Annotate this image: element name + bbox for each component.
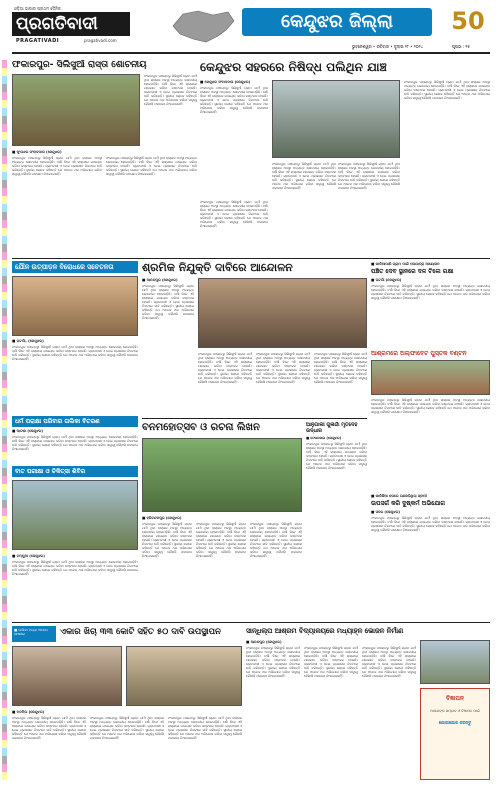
story-harassment (371, 398, 490, 620)
story-body: ଫକାରପୁର ପଞ୍ଚାୟତରୁ ସିଲିସୁଆଁ ଗ୍ରାମ ଯାଏଁ ଥିବା ରାସ୍ତାର ଅବସ୍ଥା ଅତ୍ୟନ୍ତ ଶୋଚନୀୟ ହୋଇପଡ଼ିଛି। ବର୍ଷା ଦିନେ ଏହି ରାସ୍ତାରେ ଯାତାୟାତ କରିବା କଷ୍ଟକର ହେଉଛି। ଗ୍ରାମବାସୀ ଏ ନେଇ ପ୍ରଶାସନ ନିକଟରେ ଦାବି କରିଛନ୍ତି। ସ୍ଥାନୀୟ ଲୋକେ କହିଛନ୍ତି ଯେ ଅନେକ ଥର ଅଭିଯୋଗ କରିବା ସତ୍ତ୍ୱେ କୌଣସି ପଦକ୍ଷେପ ନିଆଯାଇନାହିଁ। (90, 716, 164, 740)
story-body: ଫକାରପୁର ପଞ୍ଚାୟତରୁ ସିଲିସୁଆଁ ଗ୍ରାମ ଯାଏଁ ଥିବା ରାସ୍ତାର ଅବସ୍ଥା ଅତ୍ୟନ୍ତ ଶୋଚନୀୟ ହୋଇପଡ଼ିଛି। ବର୍ଷା ଦିନେ ଏହି ରାସ୍ତାରେ ଯାତାୟାତ କରିବା କଷ୍ଟକର ହେଉଛି। ଗ୍ରାମବାସୀ ଏ ନେଇ ପ୍ରଶାସନ ନିକଟରେ ଦାବି କରିଛନ୍ତି। ସ୍ଥାନୀୟ ଲୋକେ କହିଛନ୍ତି ଯେ ଅନେକ ଥର ଅଭିଯୋଗ କରିବା ସତ୍ତ୍ୱେ କୌଣସି ପଦକ୍ଷେପ ନିଆଯାଇନାହିଁ। (404, 80, 490, 100)
divider (12, 258, 490, 259)
story-body: ଫକାରପୁର ପଞ୍ଚାୟତରୁ ସିଲିସୁଆଁ ଗ୍ରାମ ଯାଏଁ ଥିବା ରାସ୍ତାର ଅବସ୍ଥା ଅତ୍ୟନ୍ତ ଶୋଚନୀୟ ହୋଇପଡ଼ିଛି। ବର୍ଷା ଦିନେ ଏହି ରାସ୍ତାରେ ଯାତାୟାତ କରିବା କଷ୍ଟକର ହେଉଛି। ଗ୍ରାମବାସୀ ଏ ନେଇ ପ୍ରଶାସନ ନିକଟରେ ଦାବି କରିଛନ୍ତି। ସ୍ଥାନୀୟ ଲୋକେ କହିଛନ୍ତି ଯେ ଅନେକ ଥର ଅଭିଯୋଗ କରିବା ସତ୍ତ୍ୱେ କୌଣସି ପଦକ୍ଷେପ ନିଆଯାଇନାହିଁ। (144, 74, 197, 106)
byline: ■ ସଦର (କେନ୍ଦୁଝର) (371, 510, 401, 514)
kicker: ■ କାଳିଆପାଣି ଗ୍ରାମ ପାଇଁ ପଦଯାତ୍ରା ଆୟୋଜନ (371, 262, 440, 266)
byline: ■ ଫୁଲଝର ସଂବାଦଦାତା (କେନ୍ଦୁଝର) (12, 150, 62, 154)
anniversary-logo (446, 4, 490, 44)
story-body: ଫକାରପୁର ପଞ୍ଚାୟତରୁ ସିଲିସୁଆଁ ଗ୍ରାମ ଯାଏଁ ଥିବା ରାସ୍ତାର ଅବସ୍ଥା ଅତ୍ୟନ୍ତ ଶୋଚନୀୟ ହୋଇପଡ଼ିଛି। ବର୍ଷା ଦିନେ ଏହି ରାସ୍ତାରେ ଯାତାୟାତ କରିବା କଷ୍ଟକର ହେଉଛି। ଗ୍ରାମବାସୀ ଏ ନେଇ ପ୍ରଶାସନ ନିକଟରେ ଦାବି କରିଛନ୍ତି। ସ୍ଥାନୀୟ ଲୋକେ କହିଛନ୍ତି ଯେ ଅନେକ ଥର ଅଭିଯୋଗ କରିବା ସତ୍ତ୍ୱେ କୌଣସି ପଦକ୍ଷେପ ନିଆଯାଇନାହିଁ। (338, 162, 400, 190)
story-body: ଫକାରପୁର ପଞ୍ଚାୟତରୁ ସିଲିସୁଆଁ ଗ୍ରାମ ଯାଏଁ ଥିବା ରାସ୍ତାର ଅବସ୍ଥା ଅତ୍ୟନ୍ତ ଶୋଚନୀୟ ହୋଇପଡ଼ିଛି। ବର୍ଷା ଦିନେ ଏହି ରାସ୍ତାରେ ଯାତାୟାତ କରିବା କଷ୍ଟକର ହେଉଛି। ଗ୍ରାମବାସୀ ଏ ନେଇ ପ୍ରଶାସନ ନିକଟରେ ଦାବି କରିଛନ୍ତି। ସ୍ଥାନୀୟ ଲୋକେ କହିଛନ୍ତି ଯେ ଅନେକ ଥର ଅଭିଯୋଗ କରିବା ସତ୍ତ୍ୱେ କୌଣସି ପଦକ୍ଷେପ ନିଆଯାଇନାହିଁ। (246, 646, 300, 678)
story-body: ଫକାରପୁର ପଞ୍ଚାୟତରୁ ସିଲିସୁଆଁ ଗ୍ରାମ ଯାଏଁ ଥିବା ରାସ୍ତାର ଅବସ୍ଥା ଅତ୍ୟନ୍ତ ଶୋଚନୀୟ ହୋଇପଡ଼ିଛି। ବର୍ଷା ଦିନେ ଏହି ରାସ୍ତାରେ ଯାତାୟାତ କରିବା କଷ୍ଟକର ହେଉଛି। ଗ୍ରାମବାସୀ ଏ ନେଇ ପ୍ରଶାସନ ନିକଟରେ ଦାବି କରିଛନ୍ତି। ସ୍ଥାନୀୟ ଲୋକେ କହିଛନ୍ତି ଯେ ଅନେକ ଥର ଅଭିଯୋଗ କରିବା ସତ୍ତ୍ୱେ କୌଣସି ପଦକ୍ଷେପ ନିଆଯାଇନାହିଁ। (12, 156, 102, 176)
story-body: ଫକାରପୁର ପଞ୍ଚାୟତରୁ ସିଲିସୁଆଁ ଗ୍ରାମ ଯାଏଁ ଥିବା ରାସ୍ତାର ଅବସ୍ଥା ଅତ୍ୟନ୍ତ ଶୋଚନୀୟ ହୋଇପଡ଼ିଛି। ବର୍ଷା ଦିନେ ଏହି ରାସ୍ତାରେ ଯାତାୟାତ କରିବା କଷ୍ଟକର ହେଉଛି। ଗ୍ରାମବାସୀ ଏ ନେଇ ପ୍ରଶାସନ ନିକଟରେ ଦାବି କରିଛନ୍ତି। ସ୍ଥାନୀୟ ଲୋକେ କହିଛନ୍ତି ଯେ ଅନେକ ଥର ଅଭିଯୋଗ କରିବା ସତ୍ତ୍ୱେ କୌଣସି ପଦକ୍ଷେପ ନିଆଯାଇନାହିଁ। (200, 200, 268, 228)
headline: ଉପସର୍ଗ କରି ଦୁଷ୍କର୍ମ ଅଭିଯୋଗ (371, 500, 446, 507)
byline: ■ ବଡବିଲ (କେନ୍ଦୁଝର) (12, 710, 45, 714)
story-plantation (142, 420, 302, 620)
odisha-map-icon (168, 6, 238, 46)
story-body-found (306, 420, 367, 620)
headline: ଫକାରପୁର- ସିଲିସୁଆଁ ରାସ୍ତା ଶୋଚନୀୟ (12, 60, 147, 70)
headline: ବାତ ପରୀକ୍ଷା ଓ ଚିକିତ୍ସା ଶିବିର (15, 468, 86, 475)
story-polythene (200, 58, 490, 258)
story-body: ଫକାରପୁର ପଞ୍ଚାୟତରୁ ସିଲିସୁଆଁ ଗ୍ରାମ ଯାଏଁ ଥିବା ରାସ୍ତାର ଅବସ୍ଥା ଅତ୍ୟନ୍ତ ଶୋଚନୀୟ ହୋଇପଡ଼ିଛି। ବର୍ଷା ଦିନେ ଏହି ରାସ୍ତାରେ ଯାତାୟାତ କରିବା କଷ୍ଟକର ହେଉଛି। ଗ୍ରାମବାସୀ ଏ ନେଇ ପ୍ରଶାସନ ନିକଟରେ ଦାବି କରିଛନ୍ତି। ସ୍ଥାନୀୟ ଲୋକେ କହିଛନ୍ତି ଯେ ଅନେକ ଥର ଅଭିଯୋଗ କରିବା ସତ୍ତ୍ୱେ କୌଣସି ପଦକ୍ଷେପ ନିଆଯାଇନାହିଁ। (12, 716, 86, 740)
story-body: ଫକାରପୁର ପଞ୍ଚାୟତରୁ ସିଲିସୁଆଁ ଗ୍ରାମ ଯାଏଁ ଥିବା ରାସ୍ତାର ଅବସ୍ଥା ଅତ୍ୟନ୍ତ ଶୋଚନୀୟ ହୋଇପଡ଼ିଛି। ବର୍ଷା ଦିନେ ଏହି ରାସ୍ତାରେ ଯାତାୟାତ କରିବା କଷ୍ଟକର ହେଉଛି। ଗ୍ରାମବାସୀ ଏ ନେଇ ପ୍ରଶାସନ ନିକଟରେ ଦାବି କରିଛନ୍ତି। ସ୍ଥାନୀୟ ଲୋକେ କହିଛନ୍ତି ଯେ ଅନେକ ଥର ଅଭିଯୋଗ କରିବା ସତ୍ତ୍ୱେ କୌଣସି ପଦକ୍ଷେପ ନିଆଯାଇନାହିଁ। (142, 284, 194, 320)
story-body: ଫକାରପୁର ପଞ୍ଚାୟତରୁ ସିଲିସୁଆଁ ଗ୍ରାମ ଯାଏଁ ଥିବା ରାସ୍ତାର ଅବସ୍ଥା ଅତ୍ୟନ୍ତ ଶୋଚନୀୟ ହୋଇପଡ଼ିଛି। ବର୍ଷା ଦିନେ ଏହି ରାସ୍ତାରେ ଯାତାୟାତ କରିବା କଷ୍ଟକର ହେଉଛି। ଗ୍ରାମବାସୀ ଏ ନେଇ ପ୍ରଶାସନ ନିକଟରେ ଦାବି କରିଛନ୍ତି। ସ୍ଥାନୀୟ ଲୋକେ କହିଛନ୍ତି ଯେ ଅନେକ ଥର ଅଭିଯୋଗ କରିବା ସତ୍ତ୍ୱେ କୌଣସି ପଦକ୍ଷେପ ନିଆଯାଇନାହିଁ। (12, 345, 138, 361)
meeting-photo-2 (126, 646, 242, 706)
brand-latin: PRAGATIVADI (16, 38, 60, 44)
ad-line-2: ଆପଣଙ୍କ ସମ୍ବାଦ ଓ ବିଜ୍ଞାପନ ପାଇଁ (430, 709, 480, 713)
story-body: ଫକାରପୁର ପଞ୍ଚାୟତରୁ ସିଲିସୁଆଁ ଗ୍ରାମ ଯାଏଁ ଥିବା ରାସ୍ତାର ଅବସ୍ଥା ଅତ୍ୟନ୍ତ ଶୋଚନୀୟ ହୋଇପଡ଼ିଛି। ବର୍ଷା ଦିନେ ଏହି ରାସ୍ତାରେ ଯାତାୟାତ କରିବା କଷ୍ଟକର ହେଉଛି। ଗ୍ରାମବାସୀ ଏ ନେଇ ପ୍ରଶାସନ ନିକଟରେ ଦାବି କରିଛନ୍ତି। ସ୍ଥାନୀୟ ଲୋକେ କହିଛନ୍ତି ଯେ ଅନେକ ଥର ଅଭିଯୋଗ କରିବା ସତ୍ତ୍ୱେ କୌଣସି ପଦକ୍ଷେପ ନିଆଯାଇନାହିଁ। (106, 156, 197, 176)
byline: ■ ଆନନ୍ଦପୁର (କେନ୍ଦୁଝର) (246, 640, 282, 644)
headline: ଯୌନ ଉତ୍ପୀଡ଼ନ ବିରୋଧରେ ସଚେତନତା (15, 263, 114, 271)
workers-photo (198, 278, 367, 348)
kicker: ■ ଜାଲିକା ହତ୍ୟା ଆବେଗ ଭାଷାରେ (14, 628, 48, 636)
headline: ଶ୍ରମିକ ନିଯୁକ୍ତି ଦାବିରେ ଆନ୍ଦୋଳନ (142, 261, 293, 274)
story-body: ଫକାରପୁର ପଞ୍ଚାୟତରୁ ସିଲିସୁଆଁ ଗ୍ରାମ ଯାଏଁ ଥିବା ରାସ୍ତାର ଅବସ୍ଥା ଅତ୍ୟନ୍ତ ଶୋଚନୀୟ ହୋଇପଡ଼ିଛି। ବର୍ଷା ଦିନେ ଏହି ରାସ୍ତାରେ ଯାତାୟାତ କରିବା କଷ୍ଟକର ହେଉଛି। ଗ୍ରାମବାସୀ ଏ ନେଇ ପ୍ରଶାସନ ନିକଟରେ ଦାବି କରିଛନ୍ତି। ସ୍ଥାନୀୟ ଲୋକେ କହିଛନ୍ତି ଯେ ଅନେକ ଥର ଅଭିଯୋଗ କରିବା ସତ୍ତ୍ୱେ କୌଣସି ପଦକ୍ଷେପ ନିଆଯାଇନାହିଁ। (12, 435, 138, 451)
headline: ବନମହୋତ୍ସବ ଓ ରଚନା ଲିଖନ (142, 422, 260, 433)
masthead-rule (12, 52, 490, 54)
story-body: ଫକାରପୁର ପଞ୍ଚାୟତରୁ ସିଲିସୁଆଁ ଗ୍ରାମ ଯାଏଁ ଥିବା ରାସ୍ତାର ଅବସ୍ଥା ଅତ୍ୟନ୍ତ ଶୋଚନୀୟ ହୋଇପଡ଼ିଛି। ବର୍ଷା ଦିନେ ଏହି ରାସ୍ତାରେ ଯାତାୟାତ କରିବା କଷ୍ଟକର ହେଉଛି। ଗ୍ରାମବାସୀ ଏ ନେଇ ପ୍ରଶାସନ ନିକଟରେ ଦାବି କରିଛନ୍ତି। ସ୍ଥାନୀୟ ଲୋକେ କହିଛନ୍ତି ଯେ ଅନେକ ଥର ଅଭିଯୋଗ କରିବା ସତ୍ତ୍ୱେ କୌଣସି ପଦକ୍ଷେପ ନିଆଯାଇନାହିଁ। (272, 162, 336, 190)
road-photo (12, 74, 140, 146)
byline: ■ କେନ୍ଦୁଝର ସଂବାଦଦାତା (କେନ୍ଦୁଝର) (200, 80, 251, 84)
story-awareness (12, 260, 138, 415)
story-body: ଫକାରପୁର ପଞ୍ଚାୟତରୁ ସିଲିସୁଆଁ ଗ୍ରାମ ଯାଏଁ ଥିବା ରାସ୍ତାର ଅବସ୍ଥା ଅତ୍ୟନ୍ତ ଶୋଚନୀୟ ହୋଇପଡ଼ିଛି। ବର୍ଷା ଦିନେ ଏହି ରାସ୍ତାରେ ଯାତାୟାତ କରିବା କଷ୍ଟକର ହେଉଛି। ଗ୍ରାମବାସୀ ଏ ନେଇ ପ୍ରଶାସନ ନିକଟରେ ଦାବି କରିଛନ୍ତି। ସ୍ଥାନୀୟ ଲୋକେ କହିଛନ୍ତି ଯେ ଅନେକ ଥର ଅଭିଯୋଗ କରିବା ସତ୍ତ୍ୱେ କୌଣସି ପଦକ୍ଷେପ ନିଆଯାଇନାହିଁ। (304, 646, 358, 678)
brand-logo (12, 12, 130, 36)
byline: ■ ପାଟଣା (କେନ୍ଦୁଝର) (12, 429, 44, 433)
byline: ■ ହରିଚନ୍ଦନପୁର (କେନ୍ଦୁଝର) (142, 516, 182, 520)
ad-line-3: ଯୋଗାଯୋଗ କରନ୍ତୁ (438, 720, 472, 725)
polythene-photo (272, 80, 400, 158)
headline: ଆଶ୍ରମରେ ଅଲ୍ଫାବେଟ ପୁସ୍ତକ ବଣ୍ଟନ (371, 350, 467, 357)
story-body: ଫକାରପୁର ପଞ୍ଚାୟତରୁ ସିଲିସୁଆଁ ଗ୍ରାମ ଯାଏଁ ଥିବା ରାସ୍ତାର ଅବସ୍ଥା ଅତ୍ୟନ୍ତ ଶୋଚନୀୟ ହୋଇପଡ଼ିଛି। ବର୍ଷା ଦିନେ ଏହି ରାସ୍ତାରେ ଯାତାୟାତ କରିବା କଷ୍ଟକର ହେଉଛି। ଗ୍ରାମବାସୀ ଏ ନେଇ ପ୍ରଶାସନ ନିକଟରେ ଦାବି କରିଛନ୍ତି। ସ୍ଥାନୀୟ ଲୋକେ କହିଛନ୍ତି ଯେ ଅନେକ ଥର ଅଭିଯୋଗ କରିବା ସତ୍ତ୍ୱେ କୌଣସି ପଦକ୍ଷେପ ନିଆଯାଇନାହିଁ। (256, 352, 310, 384)
story-body: ଫକାରପୁର ପଞ୍ଚାୟତରୁ ସିଲିସୁଆଁ ଗ୍ରାମ ଯାଏଁ ଥିବା ରାସ୍ତାର ଅବସ୍ଥା ଅତ୍ୟନ୍ତ ଶୋଚନୀୟ ହୋଇପଡ଼ିଛି। ବର୍ଷା ଦିନେ ଏହି ରାସ୍ତାରେ ଯାତାୟାତ କରିବା କଷ୍ଟକର ହେଉଛି। ଗ୍ରାମବାସୀ ଏ ନେଇ ପ୍ରଶାସନ ନିକଟରେ ଦାବି କରିଛନ୍ତି। ସ୍ଥାନୀୟ ଲୋକେ କହିଛନ୍ତି ଯେ ଅନେକ ଥର ଅଭିଯୋଗ କରିବା ସତ୍ତ୍ୱେ କୌଣସି ପଦକ୍ଷେପ ନିଆଯାଇନାହିଁ। (371, 516, 490, 532)
story-padayatra (371, 260, 490, 395)
anniversary-number: 50 (451, 7, 485, 35)
story-religion (12, 416, 138, 464)
byline: ■ ଘଟଗାଁ, (କେନ୍ଦୁଝର) (12, 339, 44, 343)
site-url: pragativadi.com (84, 38, 117, 43)
brand-name: ପ୍ରଗତିବାଦୀ (16, 14, 98, 34)
story-body: ଫକାରପୁର ପଞ୍ଚାୟତରୁ ସିଲିସୁଆଁ ଗ୍ରାମ ଯାଏଁ ଥିବା ରାସ୍ତାର ଅବସ୍ଥା ଅତ୍ୟନ୍ତ ଶୋଚନୀୟ ହୋଇପଡ଼ିଛି। ବର୍ଷା ଦିନେ ଏହି ରାସ୍ତାରେ ଯାତାୟାତ କରିବା କଷ୍ଟକର ହେଉଛି। ଗ୍ରାମବାସୀ ଏ ନେଇ ପ୍ରଶାସନ ନିକଟରେ ଦାବି କରିଛନ୍ତି। ସ୍ଥାନୀୟ ଲୋକେ କହିଛନ୍ତି ଯେ ଅନେକ ଥର ଅଭିଯୋଗ କରିବା ସତ୍ତ୍ୱେ କୌଣସି ପଦକ୍ଷେପ ନିଆଯାଇନାହିଁ। (314, 352, 367, 384)
byline: ■ ଚମ୍ପୁଆ (କେନ୍ଦୁଝର) (12, 554, 45, 558)
page-number: ପୃଷ୍ଠା : ୧୫ (452, 44, 470, 49)
headline: ପଞ୍ଚିତ ଦେବ ସ୍ଥାନରେ ଦଳ ଟିଲେ ରକ୍ଷା (371, 268, 454, 275)
divider (142, 418, 367, 419)
section-title (242, 8, 432, 36)
story-body: ଫକାରପୁର ପଞ୍ଚାୟତରୁ ସିଲିସୁଆଁ ଗ୍ରାମ ଯାଏଁ ଥିବା ରାସ୍ତାର ଅବସ୍ଥା ଅତ୍ୟନ୍ତ ଶୋଚନୀୟ ହୋଇପଡ଼ିଛି। ବର୍ଷା ଦିନେ ଏହି ରାସ୍ତାରେ ଯାତାୟାତ କରିବା କଷ୍ଟକର ହେଉଛି। ଗ୍ରାମବାସୀ ଏ ନେଇ ପ୍ରଶାସନ ନିକଟରେ ଦାବି କରିଛନ୍ତି। ସ୍ଥାନୀୟ ଲୋକେ କହିଛନ୍ତି ଯେ ଅନେକ ଥର ଅଭିଯୋଗ କରିବା ସତ୍ତ୍ୱେ କୌଣସି ପଦକ୍ଷେପ ନିଆଯାଇନାହିଁ। (168, 716, 242, 740)
advertisement[interactable] (420, 688, 490, 780)
story-workers (142, 260, 367, 415)
headline: ଧର୍ମ ପରାକ୍ଷା ପରିବାର ତାଲିକା ବିତରଣ (15, 418, 100, 425)
section-title-text: କେନ୍ଦୁଝର ଜିଲ୍ଲା (280, 11, 394, 32)
story-body: ଫକାରପୁର ପଞ୍ଚାୟତରୁ ସିଲିସୁଆଁ ଗ୍ରାମ ଯାଏଁ ଥିବା ରାସ୍ତାର ଅବସ୍ଥା ଅତ୍ୟନ୍ତ ଶୋଚନୀୟ ହୋଇପଡ଼ିଛି। ବର୍ଷା ଦିନେ ଏହି ରାସ୍ତାରେ ଯାତାୟାତ କରିବା କଷ୍ଟକର ହେଉଛି। ଗ୍ରାମବାସୀ ଏ ନେଇ ପ୍ରଶାସନ ନିକଟରେ ଦାବି କରିଛନ୍ତି। ସ୍ଥାନୀୟ ଲୋକେ କହିଛନ୍ତି ଯେ ଅନେକ ଥର ଅଭିଯୋଗ କରିବା ସତ୍ତ୍ୱେ କୌଣସି ପଦକ୍ଷେପ ନିଆଯାଇନାହିଁ। (198, 352, 252, 384)
masthead (0, 0, 500, 58)
byline: ■ ଘଟଗାଁ (କେନ୍ଦୁଝର) (371, 278, 402, 282)
awareness-photo (12, 276, 138, 336)
story-body: ଫକାରପୁର ପଞ୍ଚାୟତରୁ ସିଲିସୁଆଁ ଗ୍ରାମ ଯାଏଁ ଥିବା ରାସ୍ତାର ଅବସ୍ଥା ଅତ୍ୟନ୍ତ ଶୋଚନୀୟ ହୋଇପଡ଼ିଛି। ବର୍ଷା ଦିନେ ଏହି ରାସ୍ତାରେ ଯାତାୟାତ କରିବା କଷ୍ଟକର ହେଉଛି। ଗ୍ରାମବାସୀ ଏ ନେଇ ପ୍ରଶାସନ ନିକଟରେ ଦାବି କରିଛନ୍ତି। ସ୍ଥାନୀୟ ଲୋକେ କହିଛନ୍ତି ଯେ ଅନେକ ଥର ଅଭିଯୋଗ କରିବା ସତ୍ତ୍ୱେ କୌଣସି ପଦକ୍ଷେପ ନିଆଯାଇନାହିଁ। (371, 284, 490, 300)
headline: କେନ୍ଦୁଝର ସହରରେ ନିଷିଦ୍ଧ ପଲିଥିନ ଯାଞ୍ଚ (200, 60, 387, 74)
byline: ■ ଟେଲକୋଇ (କେନ୍ଦୁଝର) (306, 436, 342, 440)
registration-strip (2, 60, 7, 780)
story-body: ଫକାରପୁର ପଞ୍ଚାୟତରୁ ସିଲିସୁଆଁ ଗ୍ରାମ ଯାଏଁ ଥିବା ରାସ୍ତାର ଅବସ୍ଥା ଅତ୍ୟନ୍ତ ଶୋଚନୀୟ ହୋଇପଡ଼ିଛି। ବର୍ଷା ଦିନେ ଏହି ରାସ୍ତାରେ ଯାତାୟାତ କରିବା କଷ୍ଟକର ହେଉଛି। ଗ୍ରାମବାସୀ ଏ ନେଇ ପ୍ରଶାସନ ନିକଟରେ ଦାବି କରିଛନ୍ତି। ସ୍ଥାନୀୟ ଲୋକେ କହିଛନ୍ତି ଯେ ଅନେକ ଥର ଅଭିଯୋଗ କରିବା ସତ୍ତ୍ୱେ କୌଣସି ପଦକ୍ଷେପ ନିଆଯାଇନାହିଁ। (12, 560, 138, 576)
ashram-photo (371, 360, 490, 395)
kicker: ■ କାଳିକିଆ ହତାରେ ଗଣକରିଥିଲା ସ୍ବାମୀ (371, 494, 427, 498)
headline: ଆନୁଗାଲୀ ଗୁଳାଗାଁ ମୃତଦେହ ଉଦ୍ଧାର (306, 422, 358, 434)
meeting-photo (12, 646, 122, 706)
headline: ଏକାର ଖିଚା ୩୩ କୋଟି ସହିତ ୫୦ ଦାବି ଉପସ୍ଥାପନ (60, 627, 221, 637)
story-body: ଫକାରପୁର ପଞ୍ଚାୟତରୁ ସିଲିସୁଆଁ ଗ୍ରାମ ଯାଏଁ ଥିବା ରାସ୍ତାର ଅବସ୍ଥା ଅତ୍ୟନ୍ତ ଶୋଚନୀୟ ହୋଇପଡ଼ିଛି। ବର୍ଷା ଦିନେ ଏହି ରାସ୍ତାରେ ଯାତାୟାତ କରିବା କଷ୍ଟକର ହେଉଛି। ଗ୍ରାମବାସୀ ଏ ନେଇ ପ୍ରଶାସନ ନିକଟରେ ଦାବି କରିଛନ୍ତି। ସ୍ଥାନୀୟ ଲୋକେ କହିଛନ୍ତି ଯେ ଅନେକ ଥର ଅଭିଯୋଗ କରିବା ସତ୍ତ୍ୱେ କୌଣସି ପଦକ୍ଷେପ ନିଆଯାଇନାହିଁ। (362, 646, 416, 678)
story-body: ଫକାରପୁର ପଞ୍ଚାୟତରୁ ସିଲିସୁଆଁ ଗ୍ରାମ ଯାଏଁ ଥିବା ରାସ୍ତାର ଅବସ୍ଥା ଅତ୍ୟନ୍ତ ଶୋଚନୀୟ ହୋଇପଡ଼ିଛି। ବର୍ଷା ଦିନେ ଏହି ରାସ୍ତାରେ ଯାତାୟାତ କରିବା କଷ୍ଟକର ହେଉଛି। ଗ୍ରାମବାସୀ ଏ ନେଇ ପ୍ରଶାସନ ନିକଟରେ ଦାବି କରିଛନ୍ତି। ସ୍ଥାନୀୟ ଲୋକେ କହିଛନ୍ତି ଯେ ଅନେକ ଥର ଅଭିଯୋଗ କରିବା ସତ୍ତ୍ୱେ କୌଣସି ପଦକ୍ଷେପ ନିଆଯାଇନାହିଁ। (142, 522, 192, 558)
ad-line-1: ବିଜ୍ଞାପନ (446, 695, 464, 702)
dateline: ଭୁବନେଶ୍ୱର • ରବିବାର • ଜୁଲାଇ ୨୮ • ୨୦୨୪ (352, 44, 424, 49)
story-midday-meal (246, 624, 490, 782)
plantation-photo (142, 438, 302, 512)
story-body: ଫକାରପୁର ପଞ୍ଚାୟତରୁ ସିଲିସୁଆଁ ଗ୍ରାମ ଯାଏଁ ଥିବା ରାସ୍ତାର ଅବସ୍ଥା ଅତ୍ୟନ୍ତ ଶୋଚନୀୟ ହୋଇପଡ଼ିଛି। ବର୍ଷା ଦିନେ ଏହି ରାସ୍ତାରେ ଯାତାୟାତ କରିବା କଷ୍ଟକର ହେଉଛି। ଗ୍ରାମବାସୀ ଏ ନେଇ ପ୍ରଶାସନ ନିକଟରେ ଦାବି କରିଛନ୍ତି। ସ୍ଥାନୀୟ ଲୋକେ କହିଛନ୍ତି ଯେ ଅନେକ ଥର ଅଭିଯୋଗ କରିବା ସତ୍ତ୍ୱେ କୌଣସି ପଦକ୍ଷେପ ନିଆଯାଇନାହିଁ। (371, 398, 490, 414)
story-road (12, 58, 197, 258)
story-camp (12, 466, 138, 621)
story-body: ଫକାରପୁର ପଞ୍ଚାୟତରୁ ସିଲିସୁଆଁ ଗ୍ରାମ ଯାଏଁ ଥିବା ରାସ୍ତାର ଅବସ୍ଥା ଅତ୍ୟନ୍ତ ଶୋଚନୀୟ ହୋଇପଡ଼ିଛି। ବର୍ଷା ଦିନେ ଏହି ରାସ୍ତାରେ ଯାତାୟାତ କରିବା କଷ୍ଟକର ହେଉଛି। ଗ୍ରାମବାସୀ ଏ ନେଇ ପ୍ରଶାସନ ନିକଟରେ ଦାବି କରିଛନ୍ତି। ସ୍ଥାନୀୟ ଲୋକେ କହିଛନ୍ତି ଯେ ଅନେକ ଥର ଅଭିଯୋଗ କରିବା ସତ୍ତ୍ୱେ କୌଣସି ପଦକ୍ଷେପ ନିଆଯାଇନାହିଁ। (196, 522, 246, 558)
story-body: ଫକାରପୁର ପଞ୍ଚାୟତରୁ ସିଲିସୁଆଁ ଗ୍ରାମ ଯାଏଁ ଥିବା ରାସ୍ତାର ଅବସ୍ଥା ଅତ୍ୟନ୍ତ ଶୋଚନୀୟ ହୋଇପଡ଼ିଛି। ବର୍ଷା ଦିନେ ଏହି ରାସ୍ତାରେ ଯାତାୟାତ କରିବା କଷ୍ଟକର ହେଉଛି। ଗ୍ରାମବାସୀ ଏ ନେଇ ପ୍ରଶାସନ ନିକଟରେ ଦାବି କରିଛନ୍ତି। ସ୍ଥାନୀୟ ଲୋକେ କହିଛନ୍ତି ଯେ ଅନେକ ଥର ଅଭିଯୋଗ କରିବା ସତ୍ତ୍ୱେ କୌଣସି ପଦକ୍ଷେପ ନିଆଯାଇନାହିଁ। (306, 442, 367, 470)
story-body: ଫକାରପୁର ପଞ୍ଚାୟତରୁ ସିଲିସୁଆଁ ଗ୍ରାମ ଯାଏଁ ଥିବା ରାସ୍ତାର ଅବସ୍ଥା ଅତ୍ୟନ୍ତ ଶୋଚନୀୟ ହୋଇପଡ଼ିଛି। ବର୍ଷା ଦିନେ ଏହି ରାସ୍ତାରେ ଯାତାୟାତ କରିବା କଷ୍ଟକର ହେଉଛି। ଗ୍ରାମବାସୀ ଏ ନେଇ ପ୍ରଶାସନ ନିକଟରେ ଦାବି କରିଛନ୍ତି। ସ୍ଥାନୀୟ ଲୋକେ କହିଛନ୍ତି ଯେ ଅନେକ ଥର ଅଭିଯୋଗ କରିବା ସତ୍ତ୍ୱେ କୌଣସି ପଦକ୍ଷେପ ନିଆଯାଇନାହିଁ। (250, 522, 302, 558)
camp-photo (12, 480, 138, 550)
byline: ■ ଆନନ୍ଦପୁର (କେନ୍ଦୁଝର) (142, 278, 178, 282)
headline: ସାନ୍ଧିଲ୍ପ ଆଶ୍ରମ ବିଦ୍ୟାଳୟରେ ମଧ୍ୟାହ୍ନ ଭୋଜନ ନିର୍ମାଣ (246, 627, 404, 635)
masthead-tagline: ଓଡ଼ିଆ ଭାଷାର ପ୍ରଥମ ଦୈନିକ (14, 6, 61, 11)
divider (12, 622, 490, 623)
story-demands (12, 624, 242, 782)
story-body: ଫକାରପୁର ପଞ୍ଚାୟତରୁ ସିଲିସୁଆଁ ଗ୍ରାମ ଯାଏଁ ଥିବା ରାସ୍ତାର ଅବସ୍ଥା ଅତ୍ୟନ୍ତ ଶୋଚନୀୟ ହୋଇପଡ଼ିଛି। ବର୍ଷା ଦିନେ ଏହି ରାସ୍ତାରେ ଯାତାୟାତ କରିବା କଷ୍ଟକର ହେଉଛି। ଗ୍ରାମବାସୀ ଏ ନେଇ ପ୍ରଶାସନ ନିକଟରେ ଦାବି କରିଛନ୍ତି। ସ୍ଥାନୀୟ ଲୋକେ କହିଛନ୍ତି ଯେ ଅନେକ ଥର ଅଭିଯୋଗ କରିବା ସତ୍ତ୍ୱେ କୌଣସି ପଦକ୍ଷେପ ନିଆଯାଇନାହିଁ। (200, 86, 268, 114)
school-photo (420, 640, 490, 684)
